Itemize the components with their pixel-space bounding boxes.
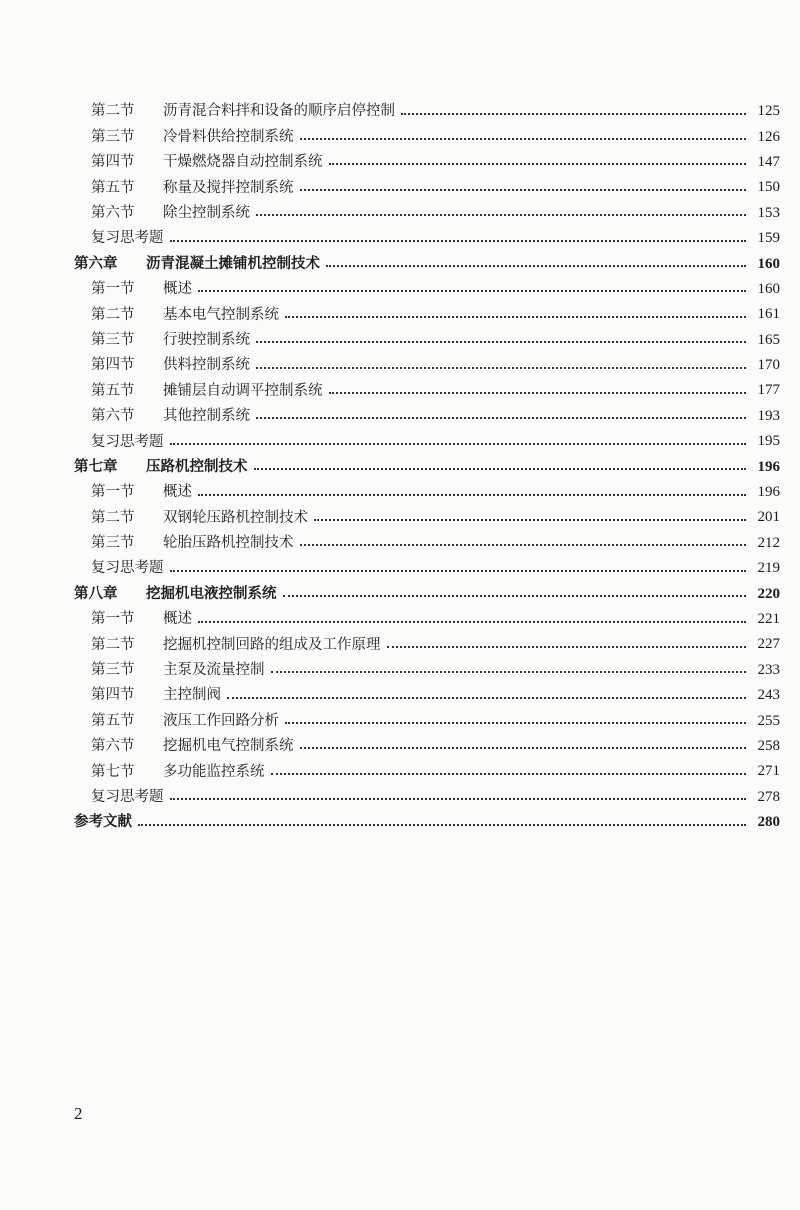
dot-leader [271, 773, 747, 775]
dot-leader [138, 824, 746, 826]
entry-page-number: 196 [757, 458, 780, 475]
entry-page-number: 195 [757, 433, 780, 450]
toc-section-entry[interactable] [74, 505, 780, 530]
section-number: 第一节 [91, 484, 135, 501]
entry-page-number: 150 [757, 179, 780, 196]
entry-page-number: 159 [757, 230, 780, 247]
section-number: 第二节 [91, 636, 135, 653]
dot-leader [170, 570, 747, 572]
entry-page-number: 227 [757, 636, 780, 653]
entry-title: 挖掘机电气控制系统 [163, 738, 294, 755]
dot-leader [401, 113, 746, 115]
dot-leader [300, 544, 747, 546]
toc-section-entry[interactable] [74, 632, 780, 657]
entry-page-number: 177 [757, 382, 780, 399]
entry-title: 基本电气控制系统 [163, 306, 279, 323]
dot-leader [170, 443, 747, 445]
entry-page-number: 126 [757, 128, 780, 145]
section-number: 第六节 [91, 205, 135, 221]
toc-chapter-entry[interactable] [74, 251, 780, 276]
toc-section-entry[interactable] [74, 708, 780, 733]
toc-section-entry[interactable] [74, 480, 780, 505]
toc-section-entry[interactable] [74, 531, 780, 556]
section-number: 第二节 [91, 306, 135, 323]
entry-page-number: 193 [757, 407, 780, 424]
toc-section-entry[interactable] [74, 683, 780, 708]
entry-page-number: 201 [757, 509, 780, 526]
entry-page-number: 219 [757, 560, 780, 577]
entry-title: 复习思考题 [91, 230, 164, 247]
entry-page-number: 170 [757, 357, 780, 374]
section-number: 第三节 [91, 662, 135, 679]
entry-title: 称量及搅拌控制系统 [163, 179, 294, 196]
entry-page-number: 160 [757, 280, 780, 297]
toc-section-entry[interactable] [74, 277, 780, 302]
section-number: 第三节 [91, 331, 135, 348]
toc-section-entry[interactable] [74, 175, 780, 200]
dot-leader [314, 519, 746, 521]
entry-title: 主泵及流量控制 [163, 662, 265, 679]
section-number: 第七节 [91, 763, 135, 780]
entry-page-number: 165 [757, 331, 780, 348]
entry-title: 复习思考题 [91, 433, 164, 450]
dot-leader [198, 621, 746, 623]
toc-chapter-entry[interactable] [74, 454, 780, 479]
toc-section-entry[interactable] [74, 658, 780, 683]
section-number: 第六节 [91, 408, 135, 425]
toc-review-entry[interactable] [74, 556, 780, 581]
entry-title: 摊铺层自动调平控制系统 [163, 382, 323, 399]
dot-leader [300, 138, 747, 140]
dot-leader [198, 290, 746, 292]
dot-leader [387, 646, 747, 648]
entry-page-number: 258 [757, 737, 780, 754]
dot-leader [271, 671, 747, 673]
entry-title: 除尘控制系统 [163, 205, 250, 221]
toc-section-entry[interactable] [74, 150, 780, 175]
dot-leader [329, 392, 747, 394]
section-number: 第四节 [91, 357, 135, 374]
page-number: 2 [74, 1104, 83, 1123]
toc-section-entry[interactable] [74, 353, 780, 378]
entry-title: 干燥燃烧器自动控制系统 [163, 154, 323, 171]
entry-page-number: 243 [757, 687, 780, 704]
entry-title: 主控制阀 [163, 687, 221, 704]
dot-leader [256, 367, 746, 369]
entry-page-number: 147 [757, 153, 780, 170]
section-number: 第六节 [91, 738, 135, 755]
toc-section-entry[interactable] [74, 759, 780, 784]
toc-review-entry[interactable] [74, 226, 780, 251]
entry-title: 参考文献 [74, 814, 132, 831]
entry-title: 挖掘机控制回路的组成及工作原理 [163, 636, 381, 653]
dot-leader [256, 417, 746, 419]
entry-page-number: 212 [757, 534, 780, 551]
section-number: 第五节 [91, 712, 135, 729]
toc-section-entry[interactable] [74, 328, 780, 353]
toc-section-entry[interactable] [74, 124, 780, 149]
dot-leader [198, 494, 746, 496]
entry-title: 概述 [163, 484, 192, 501]
section-number: 第一节 [91, 281, 135, 298]
entry-page-number: 255 [757, 712, 780, 729]
toc-section-entry[interactable] [74, 378, 780, 403]
entry-title: 双钢轮压路机控制技术 [163, 509, 308, 526]
toc-review-entry[interactable] [74, 785, 780, 810]
dot-leader [300, 189, 747, 191]
dot-leader [256, 214, 746, 216]
dot-leader [254, 468, 747, 470]
chapter-number: 第六章 [74, 255, 118, 272]
entry-page-number: 160 [757, 255, 780, 272]
entry-title: 供料控制系统 [163, 357, 250, 374]
dot-leader [300, 747, 747, 749]
dot-leader [285, 722, 746, 724]
toc-section-entry[interactable] [74, 201, 780, 226]
toc-review-entry[interactable] [74, 429, 780, 454]
toc-chapter-entry[interactable] [74, 581, 780, 606]
section-number: 第五节 [91, 382, 135, 399]
entry-title: 行驶控制系统 [163, 331, 250, 348]
section-number: 第三节 [91, 535, 135, 552]
entry-title: 其他控制系统 [163, 408, 250, 425]
dot-leader [283, 595, 747, 597]
toc-section-entry[interactable] [74, 99, 780, 124]
entry-title: 多功能监控系统 [163, 763, 265, 780]
dot-leader [285, 316, 746, 318]
entry-title: 概述 [163, 281, 192, 298]
entry-title: 复习思考题 [91, 788, 164, 805]
entry-page-number: 153 [757, 204, 780, 221]
toc-section-entry[interactable] [74, 734, 780, 759]
toc-section-entry[interactable] [74, 302, 780, 327]
dot-leader [326, 265, 746, 267]
dot-leader [227, 697, 746, 699]
entry-page-number: 278 [757, 788, 780, 805]
chapter-number: 第八章 [74, 585, 118, 602]
entry-page-number: 233 [757, 661, 780, 678]
dot-leader [170, 798, 747, 800]
section-number: 第二节 [91, 509, 135, 526]
entry-page-number: 161 [757, 306, 780, 323]
entry-title: 挖掘机电液控制系统 [146, 585, 277, 602]
toc-section-entry[interactable] [74, 607, 780, 632]
toc-chapter-entry[interactable] [74, 810, 780, 835]
chapter-number: 第七章 [74, 458, 118, 475]
entry-title: 概述 [163, 611, 192, 628]
dot-leader [256, 341, 746, 343]
entry-title: 压路机控制技术 [146, 458, 248, 475]
section-number: 第四节 [91, 154, 135, 171]
entry-title: 沥青混凝土摊铺机控制技术 [146, 255, 320, 272]
entry-page-number: 196 [757, 484, 780, 501]
section-number: 第四节 [91, 687, 135, 704]
entry-page-number: 280 [757, 814, 780, 831]
entry-page-number: 271 [757, 763, 780, 780]
section-number: 第五节 [91, 179, 135, 196]
section-number: 第三节 [91, 128, 135, 145]
entry-title: 轮胎压路机控制技术 [163, 535, 294, 552]
entry-title: 液压工作回路分析 [163, 712, 279, 729]
dot-leader [329, 163, 747, 165]
entry-title: 冷骨料供给控制系统 [163, 128, 294, 145]
entry-page-number: 220 [757, 585, 780, 602]
table-of-contents [74, 99, 780, 835]
section-number: 第二节 [91, 103, 135, 120]
entry-title: 沥青混合料拌和设备的顺序启停控制 [163, 103, 395, 120]
entry-title: 复习思考题 [91, 560, 164, 577]
dot-leader [170, 240, 747, 242]
toc-section-entry[interactable] [74, 404, 780, 429]
section-number: 第一节 [91, 611, 135, 628]
entry-page-number: 125 [757, 103, 780, 120]
entry-page-number: 221 [757, 611, 780, 627]
